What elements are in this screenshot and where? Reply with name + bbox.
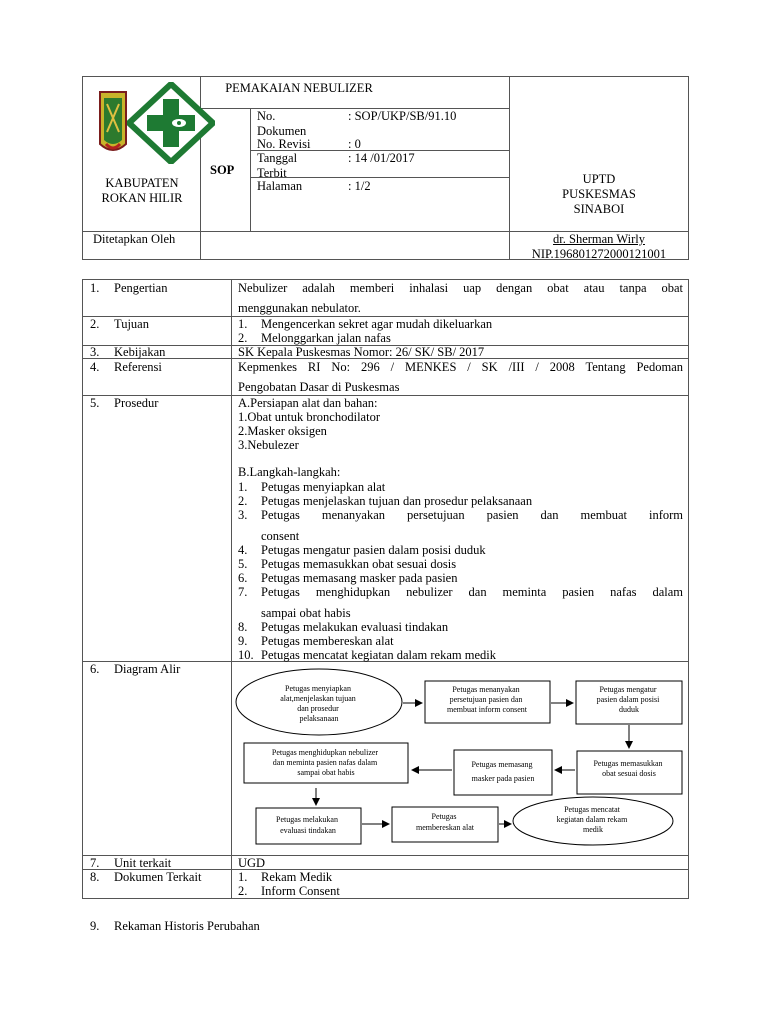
referensi-label: Referensi xyxy=(114,360,162,374)
kebijakan-num: 3. xyxy=(90,345,100,359)
flow-node-1-line-2: alat,menjelaskan tujuan xyxy=(280,694,356,703)
sop-label: SOP xyxy=(210,163,235,177)
flow-node-3-line-3: duduk xyxy=(619,705,639,714)
row-date-label xyxy=(257,151,297,181)
approver-nip: NIP.196801272000121001 xyxy=(531,247,667,261)
region-line2: ROKAN HILIR xyxy=(101,191,183,205)
flow-node-7-line-1: Petugas melakukan xyxy=(276,815,338,824)
step-3-cont: consent xyxy=(261,529,300,543)
step-1: Petugas menyiapkan alat xyxy=(261,480,386,494)
pengertian-line1: Nebulizer adalah memberi inhalasi uap dengan obat atau tanpa obat xyxy=(238,281,683,295)
tujuan-num: 2. xyxy=(90,317,100,331)
step-3-num: 3. xyxy=(238,508,248,522)
flow-node-4-line-2: obat sesuai dosis xyxy=(602,769,656,778)
flow-node-5-shape xyxy=(454,750,552,795)
tujuan-label: Tujuan xyxy=(114,317,149,331)
approved-label: Ditetapkan Oleh xyxy=(93,232,176,246)
prosedur-label: Prosedur xyxy=(114,396,159,410)
step-3: Petugas menanyakan persetujuan pasien dan membuat inform xyxy=(261,508,683,522)
document-title: PEMAKAIAN NEBULIZER xyxy=(225,81,373,95)
approver-name: dr. Sherman Wirly xyxy=(553,232,645,246)
flow-node-4 xyxy=(593,759,664,778)
flow-node-1-line-4: pelaksanaan xyxy=(299,714,339,723)
dokumen-item-1-num: 1. xyxy=(238,870,248,884)
flow-node-9-line-1: Petugas mencatat xyxy=(564,805,620,814)
prosedur-a-item-1: 1.Obat untuk bronchodilator xyxy=(238,410,380,424)
org-name xyxy=(510,172,688,217)
step-7: Petugas menghidupkan nebulizer dan meminta pasien nafas dalam xyxy=(261,585,683,599)
flow-node-9-line-3: medik xyxy=(583,825,603,834)
row-doc-value: : SOP/UKP/SB/91.10 xyxy=(348,109,457,123)
flow-node-5-line-2: masker pada pasien xyxy=(471,774,535,783)
row-rev-value: : 0 xyxy=(348,137,361,151)
tujuan-item-1: Mengencerkan sekret agar mudah dikeluarkan xyxy=(261,317,493,331)
footer-num: 9. xyxy=(90,919,100,933)
row-page-value: : 1/2 xyxy=(348,179,371,193)
flow-node-6-line-1: Petugas menghidupkan nebulizer xyxy=(271,748,379,757)
row-page-label: Halaman xyxy=(257,179,303,193)
flow-node-8-line-2: membereskan alat xyxy=(416,823,474,832)
dokumen-item-1: Rekam Medik xyxy=(261,870,333,884)
step-5-num: 5. xyxy=(238,557,248,571)
step-9: Petugas membereskan alat xyxy=(261,634,394,648)
pengertian-num: 1. xyxy=(90,281,100,295)
region-name xyxy=(84,176,200,206)
tujuan-item-2: Melonggarkan jalan nafas xyxy=(261,331,391,345)
unit-text: UGD xyxy=(238,856,266,870)
step-10: Petugas mencatat kegiatan dalam rekam medik xyxy=(261,648,496,662)
prosedur-a-item-3: 3.Nebulezer xyxy=(238,438,299,452)
tujuan-item-2-num: 2. xyxy=(238,331,248,345)
step-7-num: 7. xyxy=(238,585,248,599)
org-line2: PUSKESMAS xyxy=(562,187,636,201)
flow-node-7-line-2: evaluasi tindakan xyxy=(280,826,336,835)
flow-node-6-line-2: dan meminta pasien nafas dalam xyxy=(272,758,378,767)
dokumen-label: Dokumen Terkait xyxy=(114,870,202,884)
step-8: Petugas melakukan evaluasi tindakan xyxy=(261,620,449,634)
prosedur-b-title: B.Langkah-langkah: xyxy=(238,465,341,479)
step-9-num: 9. xyxy=(238,634,248,648)
step-4: Petugas mengatur pasien dalam posisi duduk xyxy=(261,543,486,557)
flow-node-3-line-2: pasien dalam posisi xyxy=(596,695,660,704)
step-2: Petugas menjelaskan tujuan dan prosedur pelaksanaan xyxy=(261,494,533,508)
flow-node-4-line-1: Petugas memasukkan xyxy=(593,759,663,768)
footer-label: Rekaman Historis Perubahan xyxy=(114,919,260,933)
dokumen-num: 8. xyxy=(90,870,100,884)
flow-node-2-line-1: Petugas menanyakan xyxy=(452,685,520,694)
flow-node-1-line-1: Petugas menyiapkan xyxy=(285,684,351,693)
row-date-value: : 14 /01/2017 xyxy=(348,151,415,165)
flow-node-2 xyxy=(447,685,528,714)
row-doc-label-2: Dokumen xyxy=(257,124,307,138)
diagram-num: 6. xyxy=(90,662,100,676)
row-date-label-2: Terbit xyxy=(257,166,287,180)
flow-node-1-line-3: dan prosedur xyxy=(297,704,339,713)
dokumen-item-2: Inform Consent xyxy=(261,884,340,898)
step-7-cont: sampai obat habis xyxy=(261,606,351,620)
flow-diagram xyxy=(232,662,688,855)
dokumen-item-2-num: 2. xyxy=(238,884,248,898)
prosedur-a-item-2: 2.Masker oksigen xyxy=(238,424,327,438)
step-6-num: 6. xyxy=(238,571,248,585)
prosedur-a-title: A.Persiapan alat dan bahan: xyxy=(238,396,378,410)
row-doc-label xyxy=(257,109,306,139)
flow-node-5-line-1: Petugas memasang xyxy=(471,760,533,769)
pengertian-line2: menggunakan nebulator. xyxy=(238,301,361,315)
flow-node-3-line-1: Petugas mengatur xyxy=(599,685,657,694)
tujuan-item-1-num: 1. xyxy=(238,317,248,331)
region-line1: KABUPATEN xyxy=(105,176,179,190)
kebijakan-text: SK Kepala Puskesmas Nomor: 26/ SK/ SB/ 2017 xyxy=(238,345,485,359)
step-5: Petugas memasukkan obat sesuai dosis xyxy=(261,557,457,571)
unit-label: Unit terkait xyxy=(114,856,172,870)
flow-node-2-line-3: membuat inform consent xyxy=(447,705,527,714)
row-doc-label-1: No. xyxy=(257,109,276,123)
step-10-num: 10. xyxy=(238,648,254,662)
step-8-num: 8. xyxy=(238,620,248,634)
step-4-num: 4. xyxy=(238,543,248,557)
step-2-num: 2. xyxy=(238,494,248,508)
referensi-num: 4. xyxy=(90,360,100,374)
org-line3: SINABOI xyxy=(573,202,625,216)
referensi-line2: Pengobatan Dasar di Puskesmas xyxy=(238,380,400,394)
row-rev-label: No. Revisi xyxy=(257,137,311,151)
prosedur-num: 5. xyxy=(90,396,100,410)
step-6: Petugas memasang masker pada pasien xyxy=(261,571,458,585)
referensi-line1: Kepmenkes RI No: 296 / MENKES / SK /III / 2008 Tentang Pedoman xyxy=(238,360,683,374)
pengertian-label: Pengertian xyxy=(114,281,168,295)
row-date-label-1: Tanggal xyxy=(257,151,298,165)
flow-node-2-line-2: persetujuan pasien dan xyxy=(449,695,523,704)
step-1-num: 1. xyxy=(238,480,248,494)
approver xyxy=(510,232,688,262)
kebijakan-label: Kebijakan xyxy=(114,345,166,359)
unit-num: 7. xyxy=(90,856,100,870)
diagram-label: Diagram Alir xyxy=(114,662,181,676)
flow-node-9-line-2: kegiatan dalam rekam xyxy=(556,815,628,824)
flow-node-8-line-1: Petugas xyxy=(431,812,457,821)
flow-node-6-line-3: sampai obat habis xyxy=(297,768,355,777)
org-line1: UPTD xyxy=(582,172,616,186)
